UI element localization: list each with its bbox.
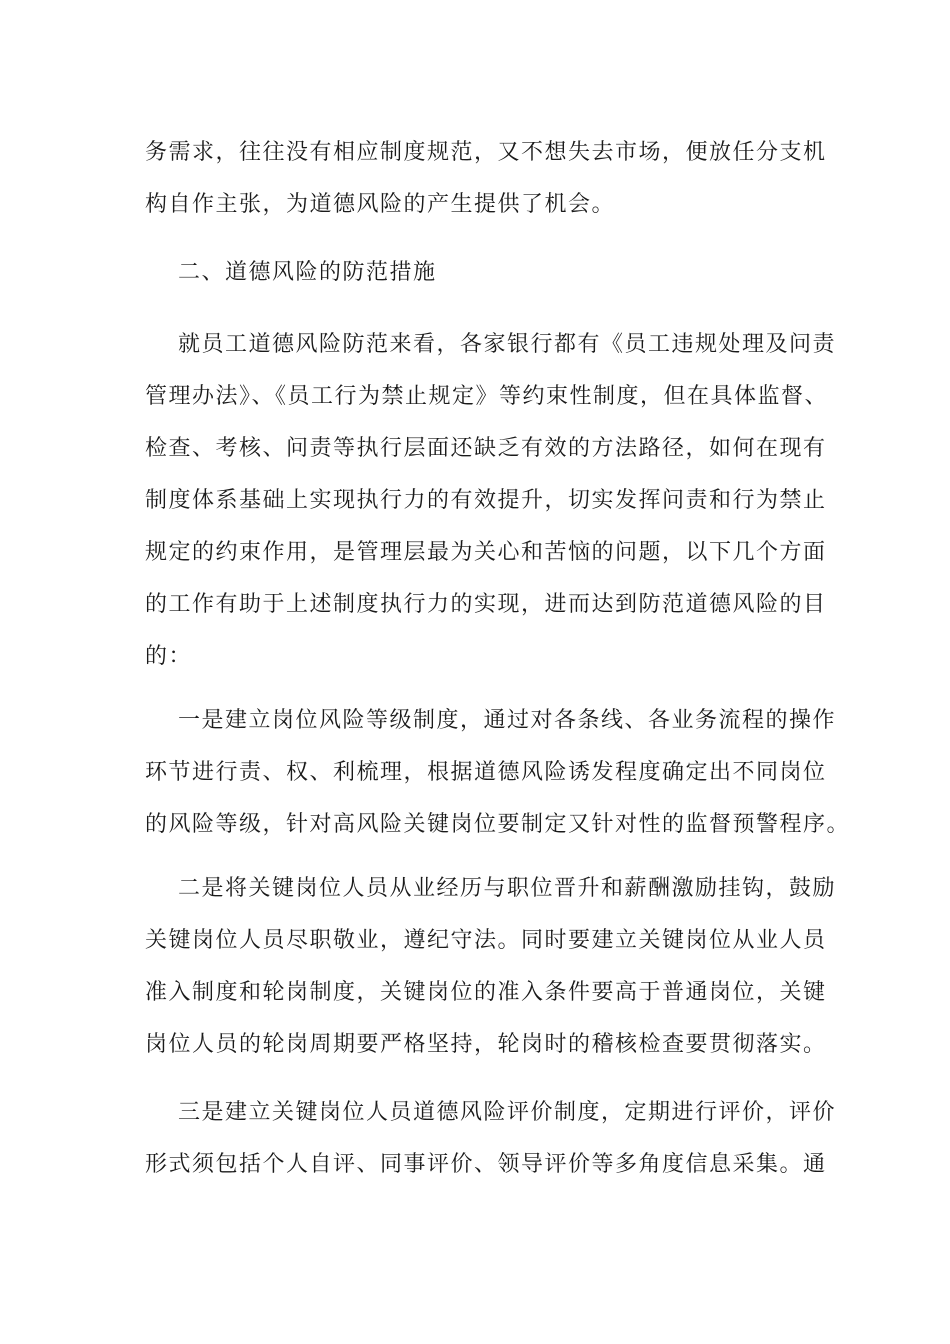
text-line: 的风险等级，针对高风险关键岗位要制定又针对性的监督预警程序。 bbox=[145, 812, 851, 837]
text-line: 一是建立岗位风险等级制度，通过对各条线、各业务流程的操作 bbox=[178, 708, 837, 733]
text-line: 准入制度和轮岗制度，关键岗位的准入条件要高于普通岗位，关键 bbox=[145, 980, 827, 1005]
text-line: 就员工道德风险防范来看，各家银行都有《员工违规处理及问责 bbox=[178, 332, 837, 357]
text-line: 二是将关键岗位人员从业经历与职位晋升和薪酬激励挂钩，鼓励 bbox=[178, 876, 837, 901]
text-line: 环节进行责、权、利梳理，根据道德风险诱发程度确定出不同岗位 bbox=[145, 760, 827, 785]
text-line: 关键岗位人员尽职敬业，遵纪守法。同时要建立关键岗位从业人员 bbox=[145, 928, 827, 953]
section-heading: 二、道德风险的防范措施 bbox=[178, 260, 437, 285]
text-line: 务需求，往往没有相应制度规范，又不想失去市场，便放任分支机 bbox=[145, 140, 827, 165]
text-line: 的工作有助于上述制度执行力的实现，进而达到防范道德风险的目 bbox=[145, 592, 827, 617]
text-line: 检查、考核、问责等执行层面还缺乏有效的方法路径，如何在现有 bbox=[145, 436, 827, 461]
text-line: 构自作主张，为道德风险的产生提供了机会。 bbox=[145, 192, 616, 217]
text-line: 形式须包括个人自评、同事评价、领导评价等多角度信息采集。通 bbox=[145, 1152, 827, 1177]
text-line: 规定的约束作用，是管理层最为关心和苦恼的问题，以下几个方面 bbox=[145, 540, 827, 565]
text-line: 三是建立关键岗位人员道德风险评价制度，定期进行评价，评价 bbox=[178, 1100, 837, 1125]
text-line: 的： bbox=[145, 644, 193, 669]
text-line: 岗位人员的轮岗周期要严格坚持，轮岗时的稽核检查要贯彻落实。 bbox=[145, 1032, 827, 1057]
text-line: 制度体系基础上实现执行力的有效提升，切实发挥问责和行为禁止 bbox=[145, 488, 827, 513]
text-line: 管理办法》、《员工行为禁止规定》等约束性制度，但在具体监督、 bbox=[145, 384, 829, 409]
